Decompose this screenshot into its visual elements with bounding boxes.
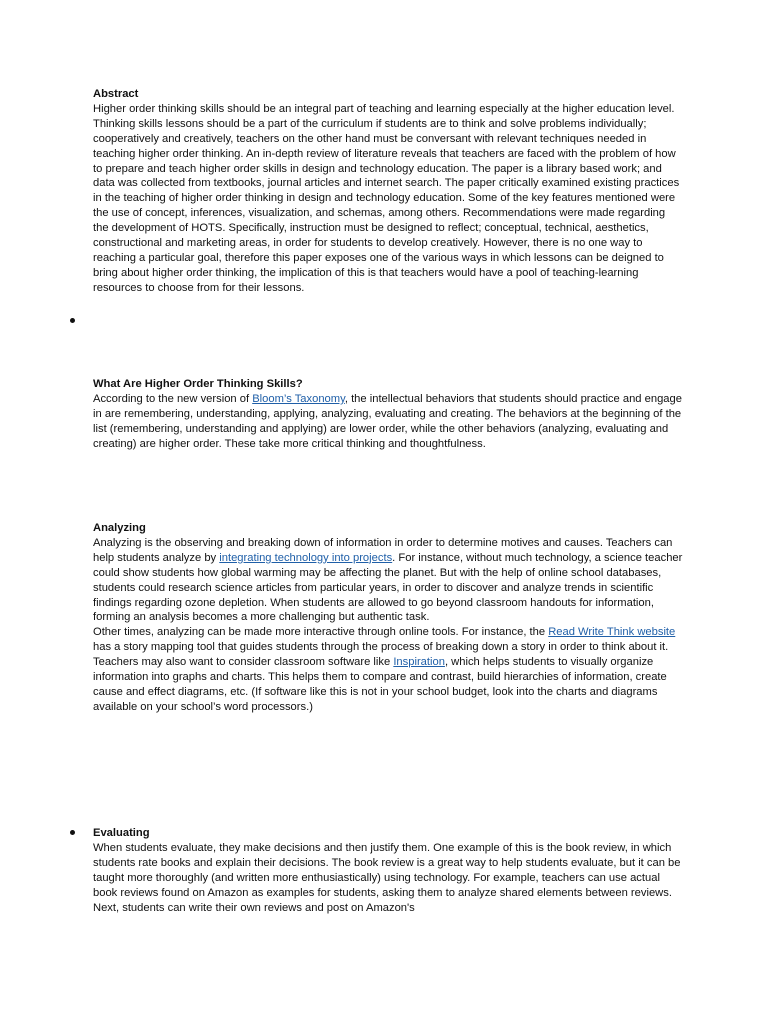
- abstract-body: Higher order thinking skills should be an integral part of teaching and learning especially at the higher education level. Thinking skills lessons should be a part of the curriculum if students are to think and solve problems individually; cooperatively and creatively, teachers on the other hand must be conversant with relevant techniques needed in teaching higher order thinking. An in-depth review of literature reveals that teachers are faced with the problem of how to prepare and teach higher order skills in design and technology education. The paper is a library based work; and data was collected from textbooks, journal articles and internet search. The paper critically examined existing practices in the teaching of higher order thinking in design and technology education. Some of the key features mentioned were the use of concept, inferences, visualization, and schemas, among others. Recommendations were made regarding the development of HOTS. Specifically, instruction must be designed to reflect; conceptual, technical, aesthetics, constructional and marketing areas, in order for students to develop creatively. However, there is no one way to reaching a particular goal, therefore this paper exposes one of the various ways in which lessons can be deigned to bring about higher order thinking, the implication of this is that teachers would have a pool of teaching-learning resources to choose from for their lessons.: [93, 102, 680, 294]
- bullet-icon: [70, 830, 75, 835]
- read-write-think-link[interactable]: Read Write Think website: [548, 626, 676, 639]
- analyzing-p2-text-c: , which helps students to visually organize information into graphs and charts. This helps them to compare and contrast, build hierarchies of information, create cause and effect diagrams, etc. (If software like this is not in your school budget, look into the charts and diagrams available on your school’s word processors.): [93, 656, 667, 713]
- evaluating-heading: Evaluating: [93, 827, 150, 839]
- analyzing-paragraph-2: [93, 625, 683, 714]
- analyzing-section: [93, 521, 683, 715]
- hots-rest-text: , the intellectual behaviors that students should practice and engage in are remembering, understanding, applying, analyzing, evaluating and creating. The behaviors at the beginning of the list (remembering, understanding and applying) are lower order, while the other behaviors (analyzing, evaluating and creating) are higher order. These take more critical thinking and thoughtfulness.: [93, 392, 682, 450]
- abstract-heading: Abstract: [93, 88, 139, 100]
- evaluating-body: When students evaluate, they make decisions and then justify them. One example of this is the book review, in which students rate books and explain their decisions. The book review is a great way to help students evaluate, but it can be taught more thoroughly (and written more enthusiastically) using technology. For example, teachers can use actual book reviews found on Amazon as examples for students, asking them to analyze shared elements between reviews. Next, students can write their own reviews and post on Amazon's: [93, 841, 681, 914]
- hots-section: [93, 377, 683, 452]
- hots-body: [93, 392, 683, 452]
- analyzing-p1-text-a: Analyzing is the observing and breaking down of information in order to determine motives and causes. Teachers can help students analyze by: [93, 536, 673, 564]
- integrating-technology-link[interactable]: integrating technology into projects: [219, 551, 393, 564]
- abstract-section: [93, 87, 683, 296]
- analyzing-p2-text-b: has a story mapping tool that guides students through the process of breaking down a story in order to think about it. Teachers may also want to consider classroom software like: [93, 641, 669, 669]
- analyzing-paragraph-1: [93, 536, 683, 625]
- bullet-icon: [70, 318, 75, 323]
- analyzing-heading: Analyzing: [93, 522, 146, 534]
- hots-intro-text: According to the new version of: [93, 392, 253, 405]
- evaluating-section: [93, 826, 683, 915]
- analyzing-p2-text-a: Other times, analyzing can be made more interactive through online tools. For instance, the: [93, 626, 549, 639]
- blooms-taxonomy-link[interactable]: Bloom’s Taxonomy: [252, 392, 345, 405]
- hots-heading: What Are Higher Order Thinking Skills?: [93, 378, 303, 390]
- analyzing-p1-text-b: . For instance, without much technology, a science teacher could show students how global warming may be affecting the planet. But with the help of online school databases, students could research science articles from particular years, in order to discover and analyze trends in scientific findings regarding ozone depletion. When students are allowed to go beyond classroom handouts for information, forming an analysis becomes a more challenging but authentic task.: [93, 551, 683, 624]
- inspiration-link[interactable]: Inspiration: [393, 656, 445, 669]
